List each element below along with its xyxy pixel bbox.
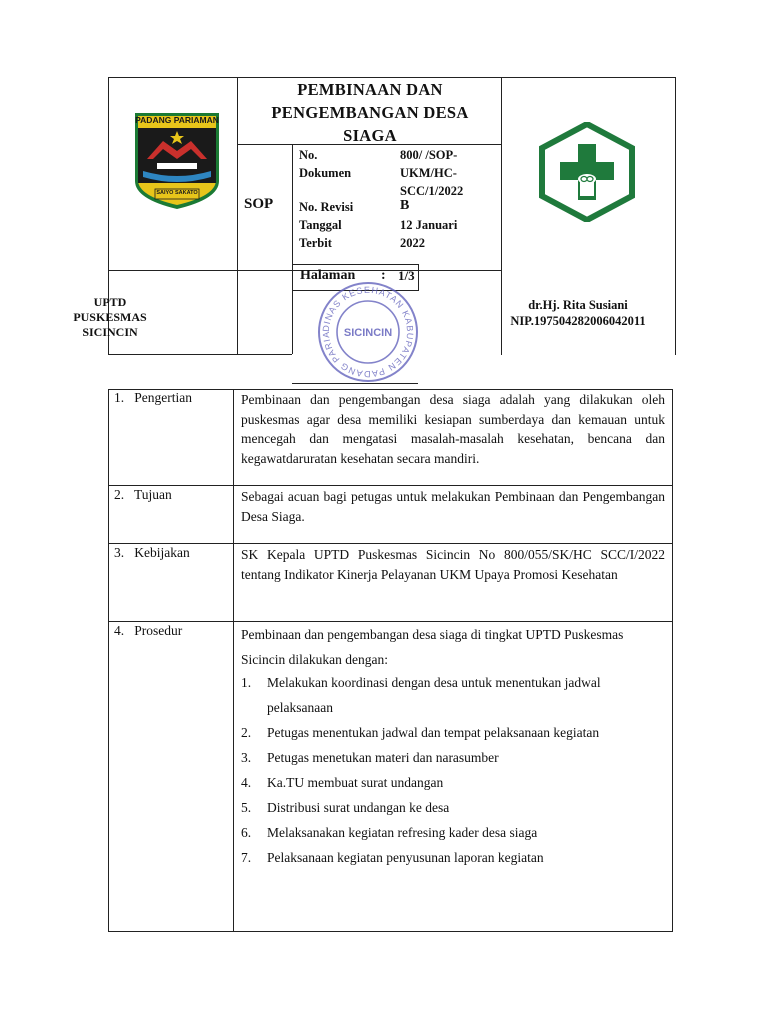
regency-crest-icon	[133, 111, 221, 211]
org-line-3: SICINCIN	[82, 325, 138, 339]
list-item: 3. Petugas menetukan materi dan narasumber	[241, 750, 499, 765]
sop-label: SOP	[244, 196, 274, 212]
section-tujuan-text: Sebagai acuan bagi petugas untuk melakukan Pembinaan dan Pengembangan Desa Siaga.	[241, 489, 665, 524]
title-line-1: PEMBINAAN DAN	[297, 80, 443, 99]
org-line-2: PUSKESMAS	[73, 310, 147, 324]
tanggal-terbit-label: Tanggal Terbit	[299, 218, 342, 250]
stamp-outer-text: DINAS KESEHATAN KABUPATEN PADANG PARIA	[320, 284, 416, 380]
section-kebijakan-label: 3. Kebijakan	[114, 545, 190, 560]
section-prosedur-label: 4. Prosedur	[114, 623, 183, 638]
puskesmas-logo	[538, 122, 636, 222]
list-item: 7. Pelaksanaan kegiatan penyusunan laporan kegiatan	[241, 850, 544, 865]
halaman-separator: :	[381, 268, 386, 283]
title-line-2: PENGEMBANGAN DESA	[271, 103, 469, 122]
no-dokumen-label: No. Dokumen	[299, 148, 352, 180]
section-tujuan-label: 2. Tujuan	[114, 487, 172, 502]
list-item: 6. Melaksanakan kegiatan refresing kader desa siaga	[241, 825, 538, 840]
padang-pariaman-logo	[133, 111, 221, 211]
halaman-label: Halaman	[300, 268, 356, 283]
stamp-center-text: SICINCIN	[343, 327, 393, 339]
stamp-seal-icon	[316, 280, 420, 384]
puskesmas-cross-hexagon-icon	[538, 122, 636, 222]
no-revisi-value: B	[400, 198, 410, 213]
section-prosedur-intro: Pembinaan dan pengembangan desa siaga di tingkat UPTD Puskesmas Sicincin dilakukan dengan:	[241, 627, 624, 667]
document-title	[240, 78, 500, 147]
halaman-value: 1/3	[398, 268, 415, 283]
section-kebijakan-text: SK Kepala UPTD Puskesmas Sicincin No 800/055/SK/HC SCC/I/2022 tentang Indikator Kinerja Pelayanan UKM Upaya Promosi Kesehatan	[241, 547, 665, 582]
logo-motto-text: SAIYO SAKATO	[156, 190, 198, 196]
signer-nip: NIP.197504282006042011	[510, 314, 646, 328]
logo-banner-text: PADANG PARIAMAN	[135, 115, 219, 125]
signature-block	[500, 297, 656, 329]
no-revisi-label: No. Revisi	[299, 200, 354, 214]
organization-name	[50, 295, 170, 340]
official-stamp	[316, 280, 420, 384]
list-item: 2. Petugas menentukan jadwal dan tempat pelaksanaan kegiatan	[241, 725, 600, 740]
org-line-1: UPTD	[93, 295, 127, 309]
tanggal-terbit-value: 12 Januari 2022	[400, 218, 458, 250]
list-item: 4. Ka.TU membuat surat undangan	[241, 775, 444, 790]
signer-name: dr.Hj. Rita Susiani	[528, 298, 628, 312]
no-dokumen-value: 800/ /SOP-UKM/HC-SCC/1/2022	[400, 148, 464, 198]
section-pengertian-label: 1. Pengertian	[114, 390, 192, 405]
section-pengertian-text: Pembinaan dan pengembangan desa siaga adalah yang dilakukan oleh puskesmas agar desa memiliki kesiapan sumberdaya dan kemauan untuk mencegah dan mengatasi masalah-masalah kesehatan, bencana dan kegawatdaruratan kesehatan secara mandiri.	[241, 392, 665, 466]
list-item: 1. Melakukan koordinasi dengan desa untuk menentukan jadwal pelaksanaan	[241, 675, 601, 715]
list-item: 5. Distribusi surat undangan ke desa	[241, 800, 450, 815]
title-line-3: SIAGA	[343, 126, 397, 145]
prosedur-steps	[241, 670, 665, 870]
